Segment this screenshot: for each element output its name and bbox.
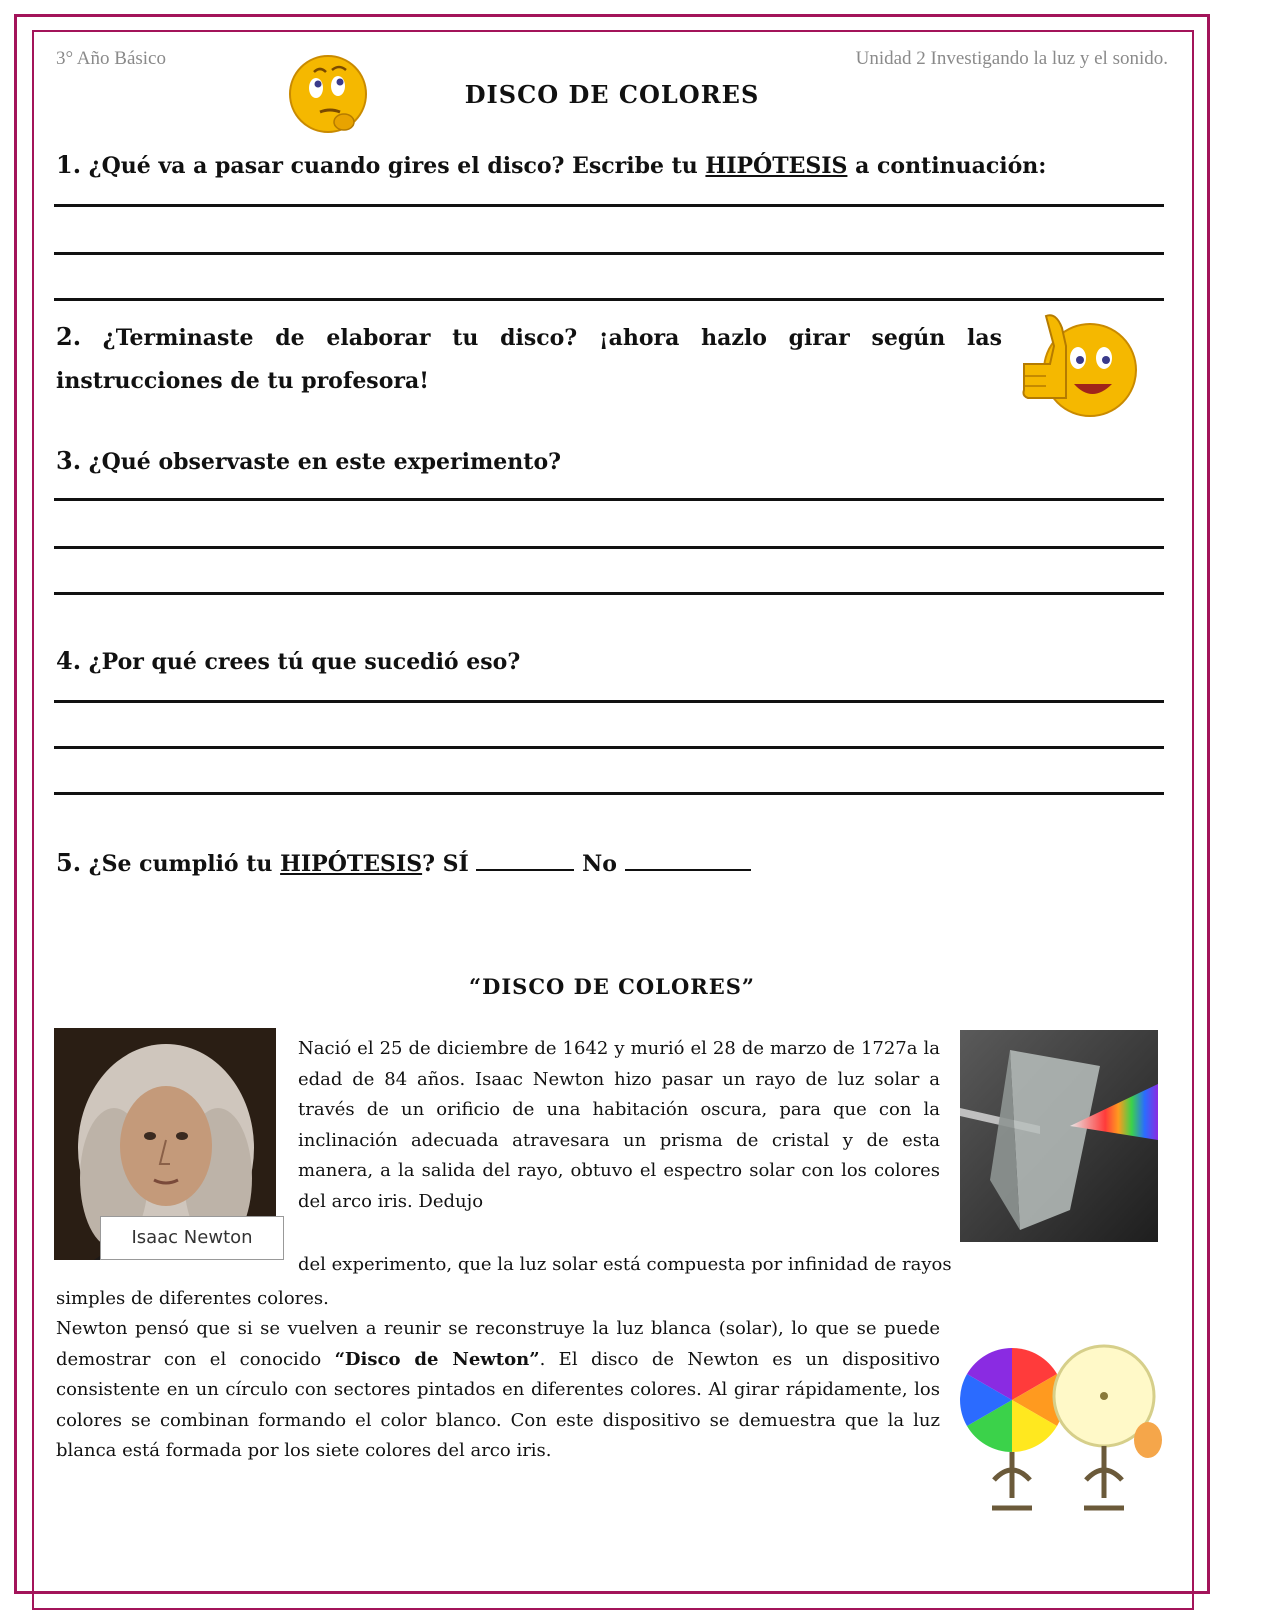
question-2-line1: 2. ¿Terminaste de elaborar tu disco? ¡ahora hazlo girar según las	[56, 322, 1002, 351]
newton-bio-text: Nació el 25 de diciembre de 1642 y murió el 28 de marzo de 1727a la edad de 84 años. Isaac Newton hizo pasar un rayo de luz solar a través de un orificio de una habitación oscura, para que con la inclinación adecuada atravesara un prisma de cristal y de esta manera, a la salida del rayo, obtuvo el espectro solar con los colores del arco iris. Dedujo	[298, 1038, 940, 1212]
answer-line[interactable]	[54, 792, 1164, 795]
answer-line[interactable]	[54, 298, 1164, 301]
answer-line[interactable]	[54, 700, 1164, 703]
newton-disc-paragraph: Newton pensó que si se vuelven a reunir se reconstruye la luz blanca (solar), lo que se puede demostrar con el conocido “Disco de Newton”. El disco de Newton es un dispositivo consistente en un círculo con sectores pintados en diferentes colores. Al girar rápidamente, los colores se combinan formando el color blanco. Con este dispositivo se demuestra que la luz blanca está formada por los siete colores del arco iris.	[56, 1318, 941, 1461]
question-4: 4. ¿Por qué crees tú que sucedió eso?	[56, 646, 521, 675]
yes-blank[interactable]	[476, 849, 574, 871]
question-3: 3. ¿Qué observaste en este experimento?	[56, 446, 562, 475]
question-1: 1. ¿Qué va a pasar cuando gires el disco? Escribe tu HIPÓTESIS a continuación:	[56, 150, 1047, 179]
question-2-line2: instrucciones de tu profesora!	[56, 368, 429, 394]
answer-line[interactable]	[54, 498, 1164, 501]
answer-line[interactable]	[54, 746, 1164, 749]
page-title: DISCO DE COLORES	[464, 80, 760, 109]
answer-line[interactable]	[54, 252, 1164, 255]
newton-disc-image	[958, 1330, 1170, 1514]
answer-line[interactable]	[54, 546, 1164, 549]
newton-bio-text-end: simples de diferentes colores.	[56, 1288, 329, 1309]
newton-caption: Isaac Newton	[100, 1216, 284, 1260]
reading-title: “DISCO DE COLORES”	[469, 974, 755, 999]
answer-line[interactable]	[54, 204, 1164, 207]
unit-label: Unidad 2 Investigando la luz y el sonido.	[855, 48, 1168, 69]
grade-label: 3° Año Básico	[56, 48, 166, 69]
thumbs-up-emoji-icon	[1016, 306, 1140, 424]
answer-line[interactable]	[54, 592, 1164, 595]
newton-bio-text-cont: del experimento, que la luz solar está compuesta por infinidad de rayos	[298, 1254, 952, 1275]
question-5: 5. ¿Se cumplió tu HIPÓTESIS? SÍ No	[56, 848, 751, 877]
prism-image	[960, 1030, 1158, 1242]
no-blank[interactable]	[625, 849, 751, 871]
